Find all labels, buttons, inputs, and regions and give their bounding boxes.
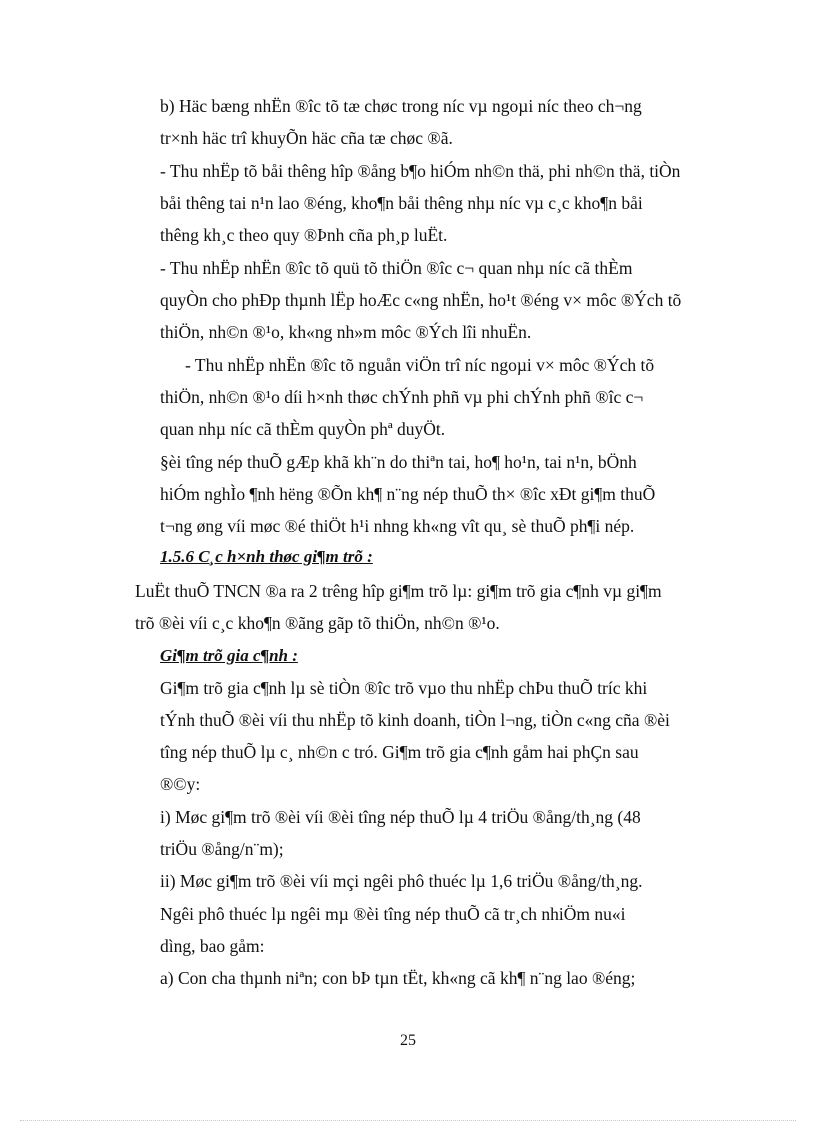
text-line: tr×nh häc trî khuyÕn häc cña tæ chøc ®ã. [160,128,453,148]
text-line: LuËt thuÕ TNCN ®a ra 2 trêng hîp gi¶m trõ lµ: gi¶m trõ gia c¶nh vµ gi¶m [135,581,662,601]
page-number: 25 [400,1032,416,1049]
text-line: thiÖn, nh©n ®¹o, kh«ng nh»m môc ®Ých lîi nhuËn. [160,322,532,342]
text-line: t¬ng øng víi møc ®é thiÖt h¹i nhng kh«ng vît qu¸ sè thuÕ ph¶i nép. [160,516,635,536]
text-line: ®©y: [160,774,201,794]
text-line: hiÓm nghÌo ¶nh hëng ®Õn kh¶ n¨ng nép thuÕ th× ®îc xÐt gi¶m thuÕ [160,484,656,504]
text-line: tÝnh thuÕ ®èi víi thu nhËp tõ kinh doanh, tiÒn l¬ng, tiÒn c«ng cña ®èi [160,710,670,730]
text-line: §èi tîng nép thuÕ gÆp khã kh¨n do thiªn tai, ho¶ ho¹n, tai n¹n, bÖnh [160,452,637,472]
text-line: - Thu nhËp nhËn ®îc tõ quü tõ thiÖn ®îc c¬ quan nhµ níc cã thÈm [160,258,633,278]
text-line: quan nhµ níc cã thÈm quyÒn phª duyÖt. [160,419,446,439]
text-line: Ngêi phô thuéc lµ ngêi mµ ®èi tîng nép thuÕ cã tr¸ch nhiÖm nu«i [160,904,626,924]
text-line: - Thu nhËp nhËn ®îc tõ nguån viÖn trî níc ngoµi v× môc ®Ých tõ [185,355,655,375]
text-line: Gi¶m trõ gia c¶nh lµ sè tiÒn ®îc trõ vµo thu nhËp chÞu thuÕ tríc khi [160,678,648,698]
text-line: tîng nép thuÕ lµ c¸ nh©n c tró. Gi¶m trõ gia c¶nh gåm hai phÇn sau [160,742,639,762]
text-line: i) Møc gi¶m trõ ®èi víi ®èi tîng nép thuÕ lµ 4 triÖu ®ång/th¸ng (48 [160,807,641,827]
text-line: b) Häc bæng nhËn ®îc tõ tæ chøc trong níc vµ ngoµi níc theo ch¬ng [160,96,642,116]
text-line: - Thu nhËp tõ båi thêng hîp ®ång b¶o hiÓm nh©n thä, phi nh©n thä, tiÒn [160,161,681,181]
page-bottom-divider [20,1120,796,1121]
subsection-heading: Gi¶m trõ gia c¶nh : [160,646,298,665]
text-line: thêng kh¸c theo quy ®Þnh cña ph¸p luËt. [160,225,448,245]
section-heading: 1.5.6 C¸c h×nh thøc gi¶m trõ : [160,547,373,566]
text-line: ii) Møc gi¶m trõ ®èi víi mçi ngêi phô thuéc lµ 1,6 triÖu ®ång/th¸ng. [160,871,643,891]
text-line: trõ ®èi víi c¸c kho¶n ®ãng gãp tõ thiÖn, nh©n ®¹o. [135,613,500,633]
text-line: thiÖn, nh©n ®¹o díi h×nh thøc chÝnh phñ vµ phi chÝnh phñ ®îc c¬ [160,387,644,407]
text-line: quyÒn cho phÐp thµnh lËp hoÆc c«ng nhËn, ho¹t ®éng v× môc ®Ých tõ [160,290,682,310]
text-line: a) Con cha thµnh niªn; con bÞ tµn tËt, kh«ng cã kh¶ n¨ng lao ®éng; [160,968,636,988]
text-line: båi thêng tai n¹n lao ®éng, kho¶n båi thêng nhµ níc vµ c¸c kho¶n båi [160,193,643,213]
text-line: triÖu ®ång/n¨m); [160,839,284,859]
text-line: dìng, bao gåm: [160,936,265,956]
